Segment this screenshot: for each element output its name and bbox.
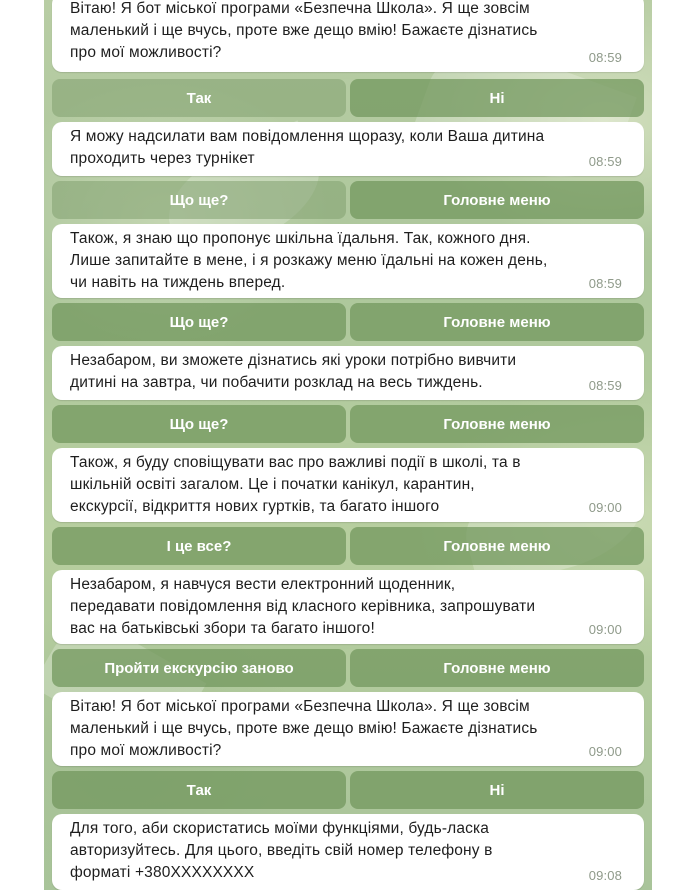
message-text: Вітаю! Я бот міської програми «Безпечна Школа». Я ще зовсім маленький і ще вчусь, проте вже дещо вмію! Бажаєте дізнатись про мої можливості? [70,0,538,61]
message-text: Також, я буду сповіщувати вас про важливі події в школі, та в шкільній освіті загалом. Це і початки канікул, карантин, екскурсії, відкриття нових гуртків, та багато іншого [70,454,521,515]
bot-message [52,814,644,890]
keyboard-button-yes[interactable]: Так [52,771,346,809]
bot-message [52,224,644,298]
bot-message [52,346,644,400]
message-text: Незабаром, ви зможете дізнатись які уроки потрібно вивчити дитині на завтра, чи побачити розклад на весь тиждень. [70,352,517,391]
keyboard-button-no[interactable]: Ні [350,79,644,117]
keyboard-button-main-menu[interactable]: Головне меню [350,527,644,565]
keyboard-button-no[interactable]: Ні [350,771,644,809]
message-text: Я можу надсилати вам повідомлення щоразу, коли Ваша дитина проходить через турнікет [70,128,545,167]
keyboard-button-yes[interactable]: Так [52,79,346,117]
message-time: 09:00 [588,744,622,759]
keyboard-button-main-menu[interactable]: Головне меню [350,181,644,219]
bot-message [52,122,644,176]
bot-message [52,448,644,522]
keyboard-button-main-menu[interactable]: Головне меню [350,303,644,341]
chat-history [44,0,652,890]
message-time: 08:59 [588,276,622,291]
message-text: Також, я знаю що пропонує шкільна їдальня. Так, кожного дня. Лише запитайте в мене, і я розкажу меню їдальні на кожен день, чи навіть на тиждень вперед. [70,230,548,291]
keyboard-button-what-else[interactable]: Що ще? [52,405,346,443]
keyboard-button-main-menu[interactable]: Головне меню [350,649,644,687]
message-text: Для того, аби скористатись моїми функціями, будь-ласка авторизуйтесь. Для цього, введіть свій номер телефону в форматі +380XXXXXXXX [70,820,493,881]
message-time: 08:59 [588,378,622,393]
message-time: 09:08 [588,868,622,883]
message-time: 08:59 [588,50,622,65]
keyboard-button-main-menu[interactable]: Головне меню [350,405,644,443]
message-time: 09:00 [588,500,622,515]
message-time: 09:00 [588,622,622,637]
bot-message [52,0,644,72]
bot-message [52,692,644,766]
keyboard-button-what-else[interactable]: Що ще? [52,303,346,341]
keyboard-button-restart-tour[interactable]: Пройти екскурсію заново [52,649,346,687]
keyboard-button-what-else[interactable]: Що ще? [52,181,346,219]
message-text: Вітаю! Я бот міської програми «Безпечна Школа». Я ще зовсім маленький і ще вчусь, проте вже дещо вмію! Бажаєте дізнатись про мої можливості? [70,698,538,759]
bot-message [52,570,644,644]
message-time: 08:59 [588,154,622,169]
keyboard-button-is-that-all[interactable]: І це все? [52,527,346,565]
message-text: Незабаром, я навчуся вести електронний щоденник, передавати повідомлення від класного керівника, запрошувати вас на батьківські збори та багато іншого! [70,576,536,637]
